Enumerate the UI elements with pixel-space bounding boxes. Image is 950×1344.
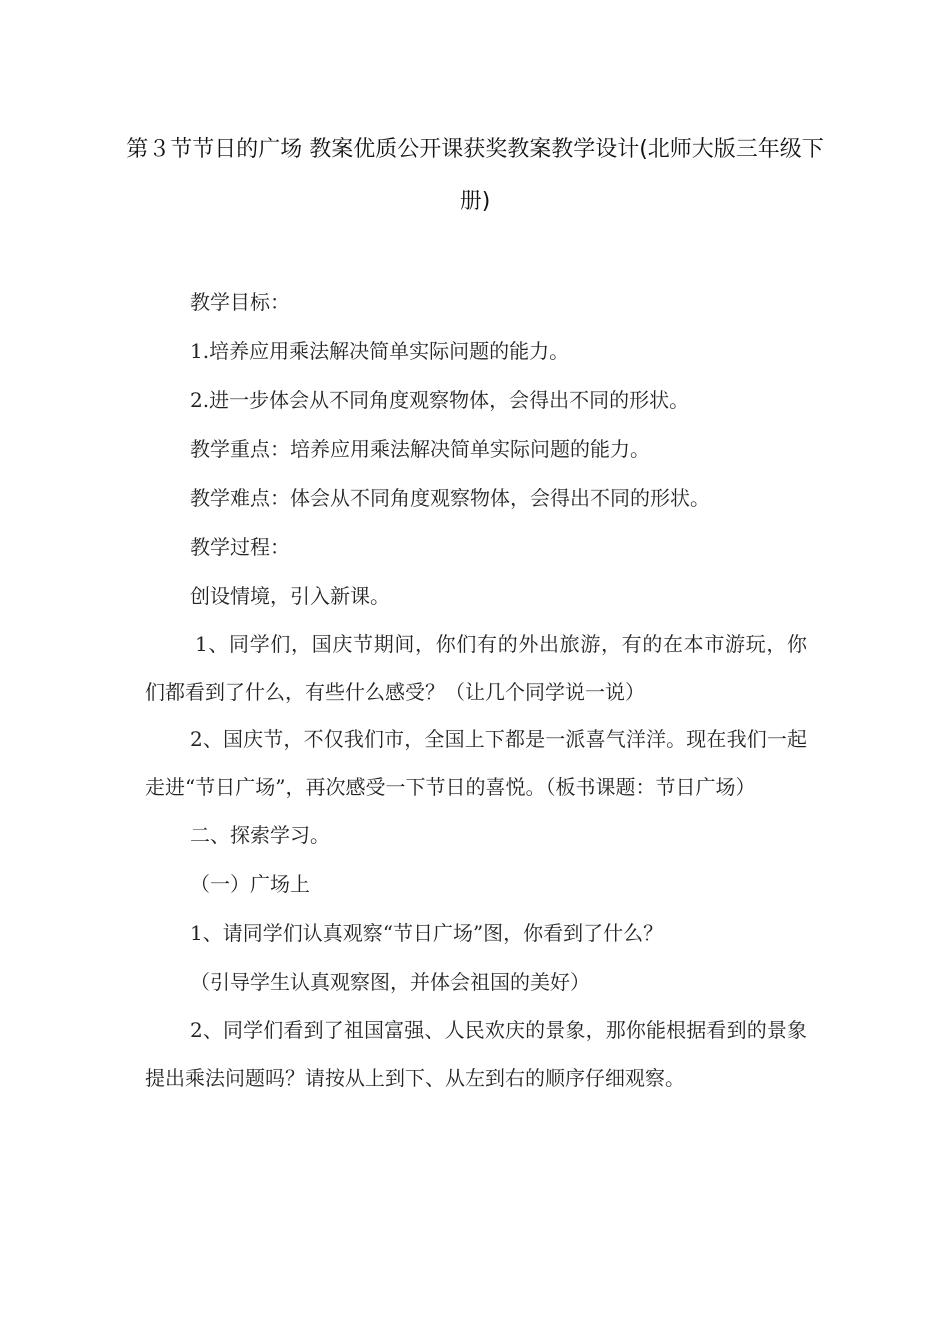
paragraph-subsection-1: （一）广场上: [190, 872, 310, 896]
paragraph-step-2: 2、国庆节，不仅我们市，全国上下都是一派喜气洋洋。现在我们一起走进“节日广场”，再次感受一下节日的喜悦。（板书课题：节日广场）: [145, 727, 807, 799]
paragraph-scenario: 创设情境，引入新课。: [190, 584, 390, 608]
paragraph-observe: 1、请同学们认真观察“节日广场”图，你看到了什么？: [190, 921, 664, 945]
paragraph-guide: （引导学生认真观察图，并体会祖国的美好）: [190, 970, 590, 994]
paragraph-process: 教学过程：: [190, 535, 290, 559]
document-title: 第３节节日的广场 教案优质公开课获奖教案教学设计(北师大版三年级下册): [126, 137, 824, 214]
paragraph-step-1: 1、同学们，国庆节期间，你们有的外出旅游，有的在本市游玩，你们都看到了什么，有些什么感受？（让几个同学说一说）: [145, 632, 807, 704]
paragraph-goal-1: 1.培养应用乘法解决简单实际问题的能力。: [190, 339, 570, 363]
paragraph-question: 2、同学们看到了祖国富强、人民欢庆的景象，那你能根据看到的景象提出乘法问题吗？请按从上到下、从左到右的顺序仔细观察。: [145, 1018, 807, 1090]
document-body: [145, 278, 807, 1102]
paragraph-difficulty: 教学难点：体会从不同角度观察物体，会得出不同的形状。: [190, 486, 710, 510]
paragraph-goal-2: 2.进一步体会从不同角度观察物体，会得出不同的形状。: [190, 388, 690, 412]
paragraph-teaching-goals: 教学目标：: [190, 290, 290, 314]
paragraph-section-2: 二、探索学习。: [190, 823, 330, 847]
paragraph-key-point: 教学重点：培养应用乘法解决简单实际问题的能力。: [190, 437, 650, 461]
